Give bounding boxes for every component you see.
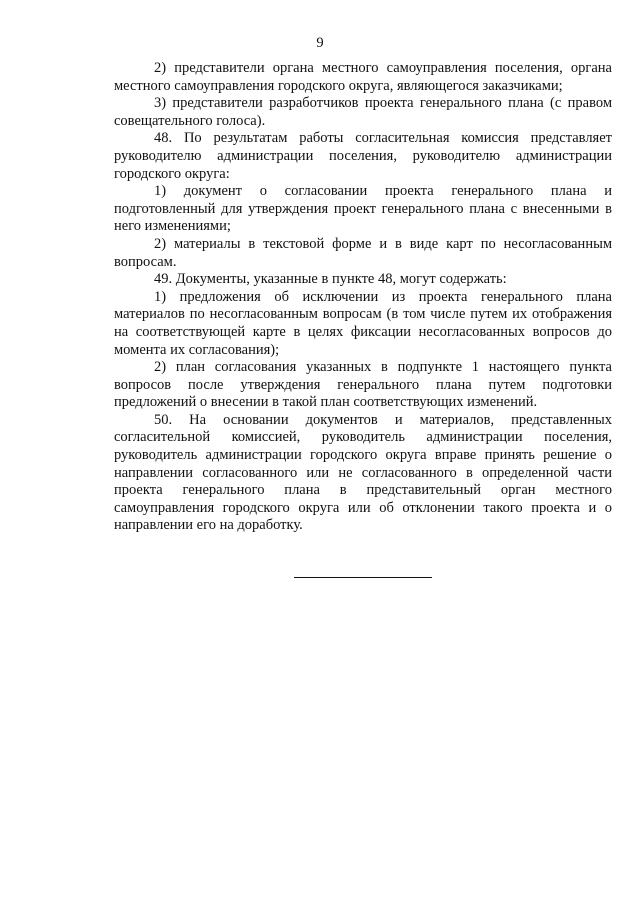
paragraph-item-50: 50. На основании документов и материалов, представленных согласительной комиссией, руководитель администрации поселения, руководитель администрации городского округа вправе принять решение о направлении согласованного или не согласованного в определенной части проекта генерального плана в представительный орган местного самоуправления городского округа или об отклонении такого проекта и о направлении его на доработку. (114, 411, 612, 534)
paragraph-representatives-developers: 3) представители разработчиков проекта генерального плана (с правом совещательного голоса). (114, 95, 612, 129)
paragraph-item-48-materials: 2) материалы в текстовой форме и в виде карт по несогласованным вопросам. (114, 235, 612, 270)
page-number: 9 (316, 35, 324, 51)
paragraph-representatives-local-government: 2) представители органа местного самоуправления поселения, органа местного самоуправления городского округа, являющегося заказчиками; (114, 60, 612, 94)
paragraph-item-48: 48. По результатам работы согласительная комиссия представляет руководителю администрации поселения, руководителю администрации городского округа: (114, 130, 612, 182)
paragraph-item-48-document: 1) документ о согласовании проекта генерального плана и подготовленный для утверждения проект генерального плана с внесенными в него изменениями; (114, 183, 612, 235)
closing-rule (294, 577, 432, 578)
paragraph-item-49-plan: 2) план согласования указанных в подпункте 1 настоящего пункта вопросов после утверждения генерального плана путем подготовки предложений о внесении в такой план соответствующих изменений. (114, 359, 612, 411)
paragraph-item-49-proposals: 1) предложения об исключении из проекта генерального плана материалов по несогласованным вопросам (в том числе путем их отображения на соответствующей карте в целях фиксации несогласованных вопросов до момента их согласования); (114, 288, 612, 358)
paragraph-item-49: 49. Документы, указанные в пункте 48, могут содержать: (154, 271, 507, 288)
document-body (114, 60, 612, 535)
